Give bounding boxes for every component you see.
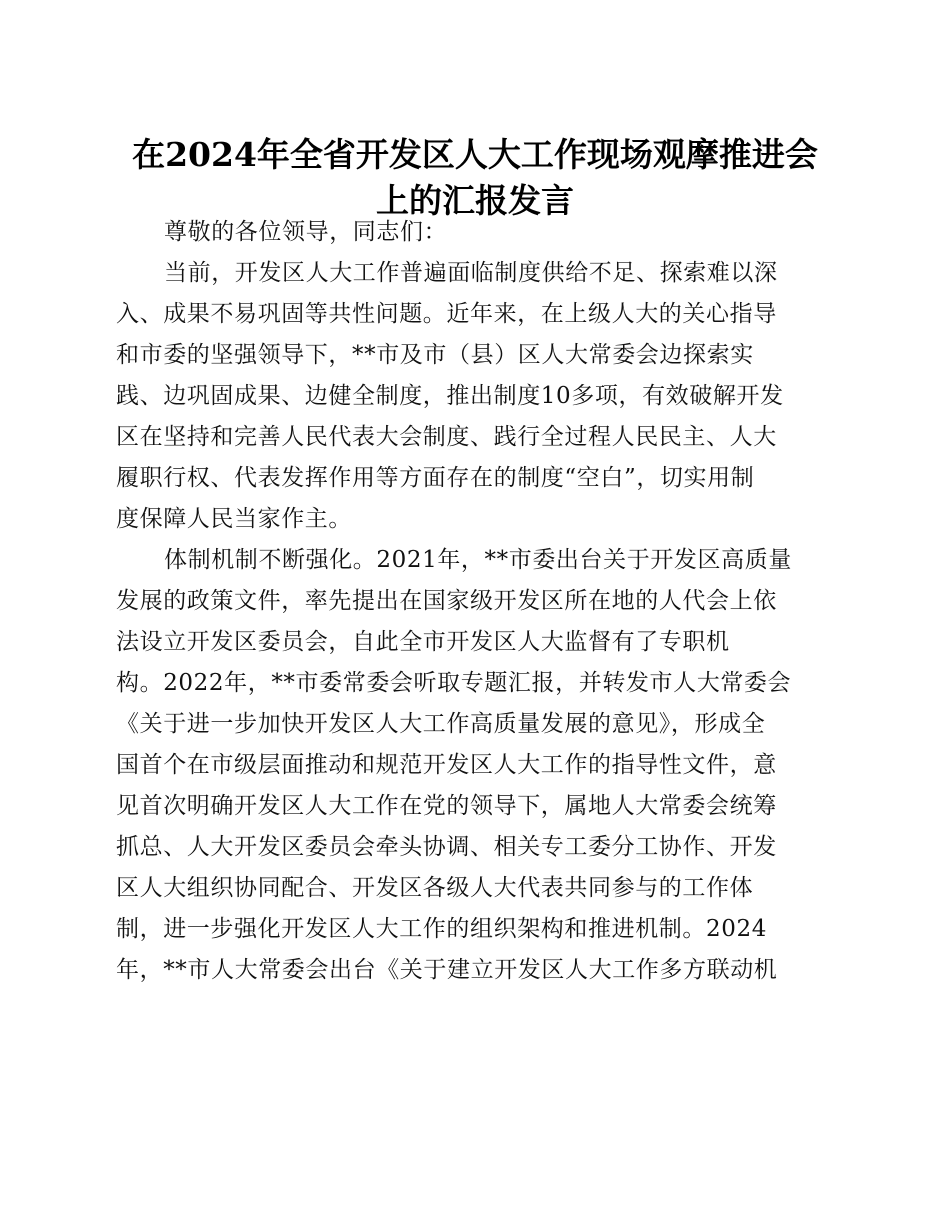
body-line: 践、边巩固成果、边健全制度，推出制度10多项，有效破解开发: [116, 383, 784, 409]
body-line: 区在坚持和完善人民代表大会制度、践行全过程人民民主、人大: [116, 424, 777, 450]
body-line: 法设立开发区委员会，自此全市开发区人大监督有了专职机: [116, 629, 730, 655]
title-line-2: 上的汇报发言: [376, 181, 574, 220]
body-line: 构。2022年，**市委常委会听取专题汇报，并转发市人大常委会: [116, 670, 792, 696]
body-line: 履职行权、代表发挥作用等方面存在的制度“空白”，切实用制: [116, 465, 755, 491]
body-line: 年，**市人大常委会出台《关于建立开发区人大工作多方联动机: [116, 957, 778, 983]
body-line: 尊敬的各位领导，同志们：: [164, 219, 448, 245]
body-line: 区人大组织协同配合、开发区各级人大代表共同参与的工作体: [116, 875, 754, 901]
body-line: 制，进一步强化开发区人大工作的组织架构和推进机制。2024: [116, 916, 767, 942]
body-line: 发展的政策文件，率先提出在国家级开发区所在地的人代会上依: [116, 588, 777, 614]
body-line: 度保障人民当家作主。: [116, 506, 352, 532]
title-line-1: 在2024年全省开发区人大工作现场观摩推进会: [132, 135, 818, 174]
body-line: 见首次明确开发区人大工作在党的领导下，属地人大常委会统筹: [116, 793, 777, 819]
body-line: 和市委的坚强领导下，**市及市（县）区人大常委会边探索实: [116, 342, 754, 368]
body-line: 当前，开发区人大工作普遍面临制度供给不足、探索难以深: [164, 260, 778, 286]
body-line: 抓总、人大开发区委员会牵头协调、相关专工委分工协作、开发: [116, 834, 777, 860]
body-line: 入、成果不易巩固等共性问题。近年来，在上级人大的关心指导: [116, 301, 777, 327]
body-line: 国首个在市级层面推动和规范开发区人大工作的指导性文件，意: [116, 752, 777, 778]
document-body: [116, 212, 816, 991]
document-title: [90, 132, 860, 224]
body-line: 《关于进一步加快开发区人大工作高质量发展的意见》，形成全: [116, 711, 766, 737]
body-line: 体制机制不断强化。2021年，**市委出台关于开发区高质量: [164, 547, 792, 573]
